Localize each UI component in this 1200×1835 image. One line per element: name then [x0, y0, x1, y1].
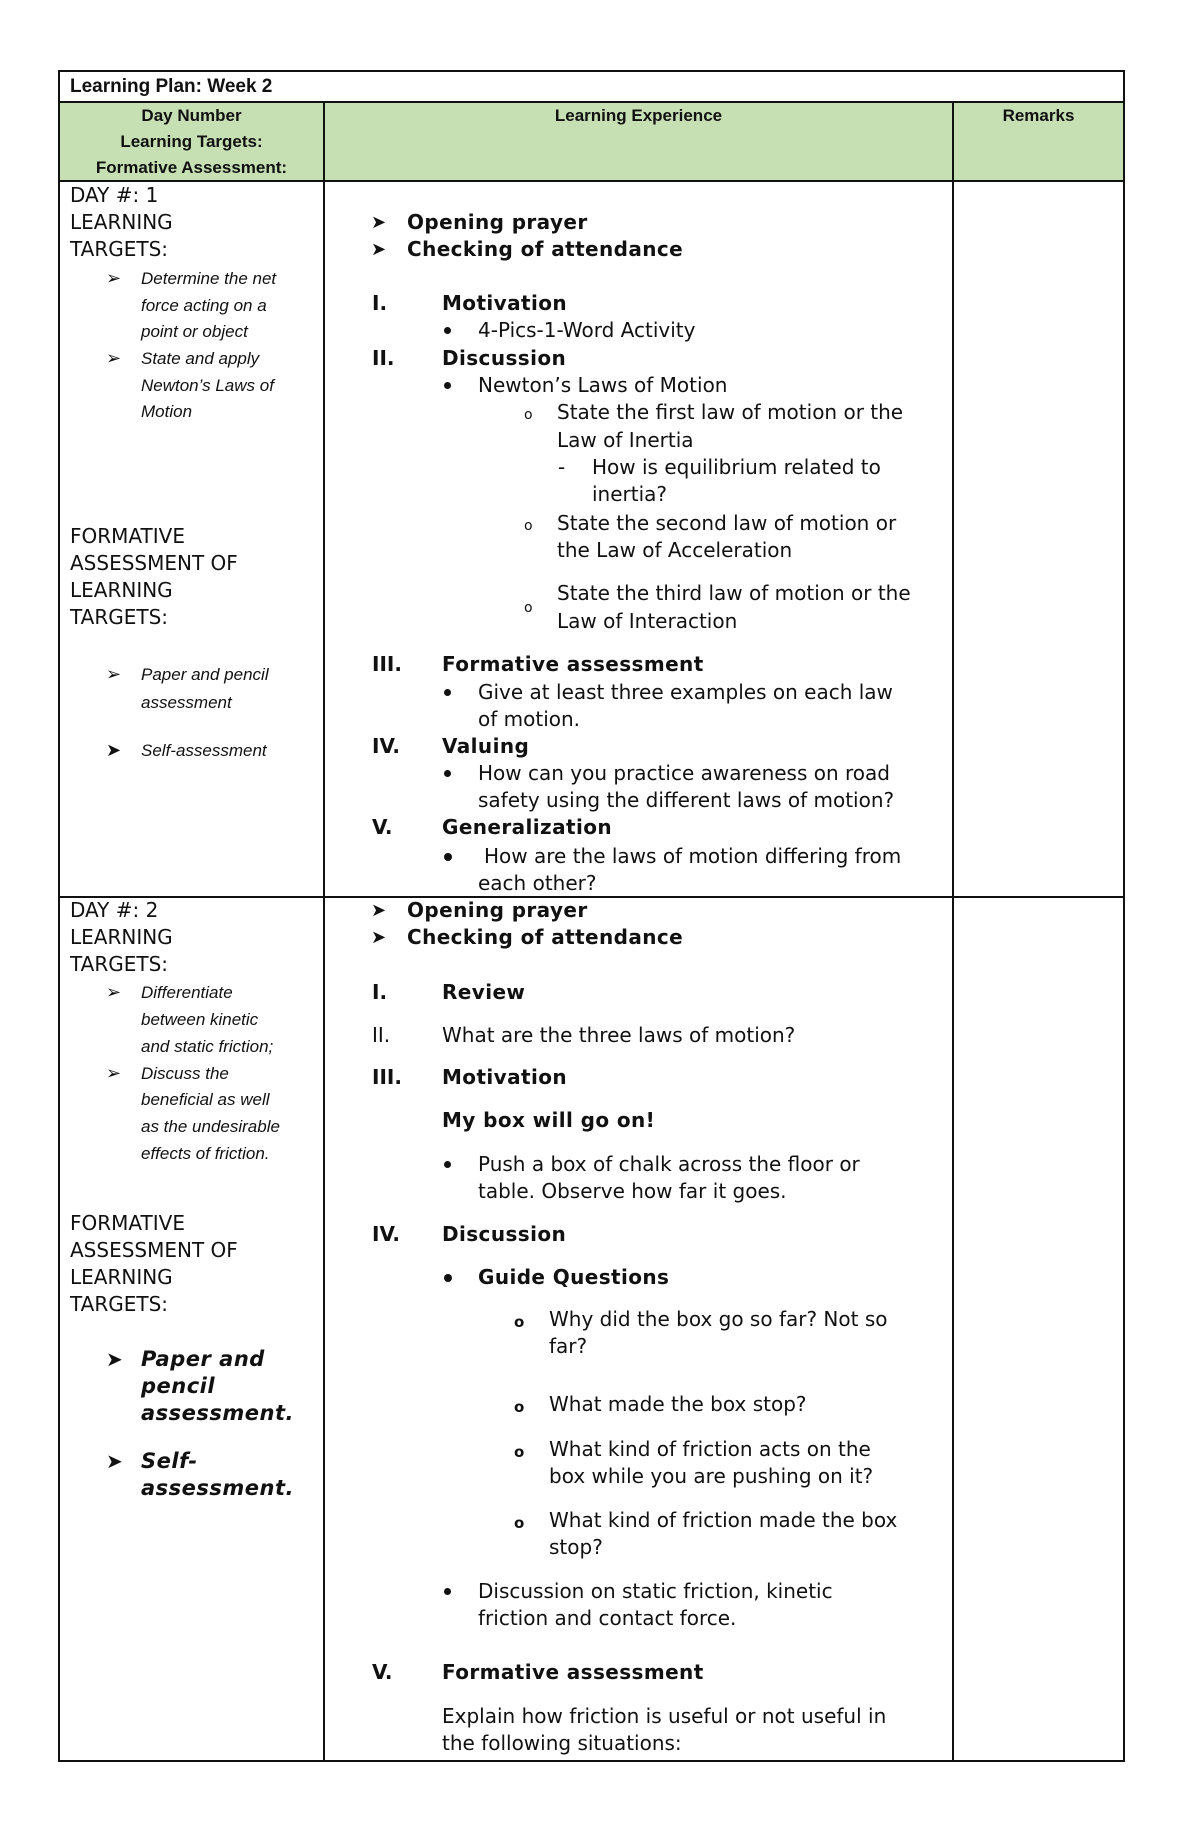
day2-num-3: III.	[372, 1065, 402, 1089]
day2-motivation-item-line1: Push a box of chalk across the floor or	[478, 1152, 860, 1176]
bullet-icon	[444, 853, 452, 861]
circle-bullet-icon: o	[524, 600, 533, 616]
circle-bullet-icon: o	[514, 1313, 525, 1331]
arrow-bullet-icon: ➤	[371, 212, 387, 233]
day2-q3-line2: box while you are pushing on it?	[549, 1464, 874, 1488]
arrow-bullet-icon: ➢	[106, 348, 122, 369]
day2-fa-text-line2: the following situations:	[442, 1731, 682, 1755]
day2-guide-questions: Guide Questions	[478, 1265, 670, 1289]
day2-motivation-item-line2: table. Observe how far it goes.	[478, 1179, 787, 1203]
bullet-icon	[444, 1274, 452, 1282]
arrow-bullet-icon: ➤	[106, 1347, 123, 1371]
day1-law2-line2: the Law of Acceleration	[557, 538, 793, 562]
day2-review-question: What are the three laws of motion?	[442, 1023, 796, 1047]
day1-attendance: Checking of attendance	[407, 237, 684, 261]
circle-bullet-icon: o	[524, 407, 533, 423]
day2-targets-label: TARGETS:	[70, 952, 169, 976]
arrow-bullet-icon: ➢	[106, 664, 122, 685]
day2-fa-item-1-line3: assessment.	[141, 1401, 295, 1425]
day2-target-2-line1: Discuss the	[141, 1064, 229, 1083]
day2-target-1-line2: between kinetic	[141, 1010, 259, 1029]
day1-discussion-item: Newton’s Laws of Motion	[478, 373, 728, 397]
day1-law1-sub-line2: inertia?	[592, 482, 668, 506]
day2-fa-item-1-line1: Paper and	[141, 1347, 265, 1371]
day2-motivation: Motivation	[442, 1065, 567, 1089]
day2-opening-prayer: Opening prayer	[407, 898, 588, 922]
day1-fa-item-line2: of motion.	[478, 707, 581, 731]
day2-q4-line2: stop?	[549, 1535, 603, 1559]
day1-motivation: Motivation	[442, 291, 567, 315]
day2-num-2: II.	[372, 1023, 391, 1047]
day1-fa-line1: FORMATIVE	[70, 524, 185, 548]
bullet-icon	[444, 770, 451, 777]
day2-num-5: V.	[372, 1660, 393, 1684]
day1-fa-line2: ASSESSMENT OF	[70, 551, 238, 575]
day2-q1-line1: Why did the box go so far? Not so	[549, 1307, 888, 1331]
day2-num-1: I.	[372, 980, 388, 1004]
bullet-icon	[444, 1161, 451, 1168]
day1-num-5: V.	[372, 815, 393, 839]
day1-learning-label: LEARNING	[70, 210, 173, 234]
day1-target-2-line2: Newton’s Laws of	[141, 376, 274, 395]
arrow-bullet-icon: ➢	[106, 1063, 122, 1084]
circle-bullet-icon: o	[514, 1398, 525, 1416]
day1-discussion: Discussion	[442, 346, 567, 370]
day1-target-2-line1: State and apply	[141, 349, 260, 368]
day2-motivation-title: My box will go on!	[442, 1108, 656, 1132]
day2-day-number: DAY #: 2	[70, 898, 159, 922]
day1-motivation-item: 4-Pics-1-Word Activity	[478, 318, 696, 342]
day1-law3-line1: State the third law of motion or the	[557, 581, 911, 605]
arrow-bullet-icon: ➤	[371, 927, 387, 948]
bullet-icon	[444, 1588, 451, 1595]
day1-num-2: II.	[372, 346, 395, 370]
day1-targets-label: TARGETS:	[70, 237, 169, 261]
header-remarks: Remarks	[1002, 106, 1075, 125]
day1-num-4: IV.	[372, 734, 400, 758]
col-divider-1	[323, 101, 325, 1762]
day1-fa-item-1-line2: assessment	[141, 693, 232, 712]
day1-num-1: I.	[372, 291, 388, 315]
day2-q4-line1: What kind of friction made the box	[549, 1508, 898, 1532]
day2-target-1-line3: and static friction;	[141, 1037, 274, 1056]
day2-discussion: Discussion	[442, 1222, 567, 1246]
day1-day-number: DAY #: 1	[70, 183, 159, 207]
day1-num-3: III.	[372, 652, 402, 676]
table-title: Learning Plan: Week 2	[70, 76, 273, 97]
day1-fa-item-line1: Give at least three examples on each law	[478, 680, 893, 704]
day2-discussion-item-line1: Discussion on static friction, kinetic	[478, 1579, 833, 1603]
day1-formative-assessment: Formative assessment	[442, 652, 704, 676]
header-learning-targets: Learning Targets:	[120, 132, 263, 151]
day2-fa-item-1-line2: pencil	[141, 1374, 216, 1398]
day2-num-4: IV.	[372, 1222, 400, 1246]
col-divider-2	[952, 101, 954, 1762]
day2-target-2-line3: as the undesirable	[141, 1117, 280, 1136]
day2-q3-line1: What kind of friction acts on the	[549, 1437, 871, 1461]
day1-target-1-line1: Determine the net	[141, 269, 277, 288]
day2-fa-item-2-line1: Self-	[141, 1449, 198, 1473]
header-learning-experience: Learning Experience	[554, 106, 723, 125]
header-day-number: Day Number	[141, 106, 242, 125]
arrow-bullet-icon: ➤	[371, 900, 387, 921]
day1-fa-item-2: Self-assessment	[141, 741, 267, 760]
day1-valuing-line1: How can you practice awareness on road	[478, 761, 890, 785]
day1-fa-line4: TARGETS:	[70, 605, 169, 629]
day2-fa-line1: FORMATIVE	[70, 1211, 185, 1235]
day2-formative-assessment: Formative assessment	[442, 1660, 704, 1684]
arrow-bullet-icon: ➢	[106, 982, 122, 1003]
day2-fa-line4: TARGETS:	[70, 1292, 169, 1316]
day1-opening-prayer: Opening prayer	[407, 210, 588, 234]
day2-fa-text-line1: Explain how friction is useful or not useful in	[442, 1704, 887, 1728]
day2-learning-label: LEARNING	[70, 925, 173, 949]
day1-law1-sub-line1: How is equilibrium related to	[592, 455, 881, 479]
dash-bullet-icon: -	[558, 455, 566, 479]
day1-target-2-line3: Motion	[141, 402, 193, 421]
arrow-bullet-icon: ➤	[371, 239, 387, 260]
day1-valuing-line2: safety using the different laws of motion?	[478, 788, 895, 812]
circle-bullet-icon: o	[514, 1443, 525, 1461]
day1-generalization-line1: How are the laws of motion differing from	[484, 844, 902, 868]
day2-fa-item-2-line2: assessment.	[141, 1476, 295, 1500]
bullet-icon	[444, 327, 451, 334]
day2-fa-line3: LEARNING	[70, 1265, 173, 1289]
day2-q2: What made the box stop?	[549, 1392, 807, 1416]
header-formative-assessment: Formative Assessment:	[95, 158, 288, 177]
bullet-icon	[444, 382, 451, 389]
day2-q1-line2: far?	[549, 1334, 588, 1358]
arrow-bullet-icon: ➢	[106, 268, 122, 289]
day1-fa-line3: LEARNING	[70, 578, 173, 602]
day2-target-2-line2: beneficial as well	[141, 1090, 270, 1109]
day1-law3-line2: Law of Interaction	[557, 609, 738, 633]
day2-fa-line2: ASSESSMENT OF	[70, 1238, 238, 1262]
day2-attendance: Checking of attendance	[407, 925, 684, 949]
day1-generalization-line2: each other?	[478, 871, 597, 895]
day1-target-1-line2: force acting on a	[141, 296, 267, 315]
day2-review: Review	[442, 980, 526, 1004]
day2-target-1-line1: Differentiate	[141, 983, 233, 1002]
arrow-bullet-icon: ➤	[106, 740, 122, 761]
arrow-bullet-icon: ➤	[106, 1449, 123, 1473]
day1-target-1-line3: point or object	[141, 322, 248, 341]
day2-discussion-item-line2: friction and contact force.	[478, 1606, 737, 1630]
day1-law2-line1: State the second law of motion or	[557, 511, 897, 535]
day1-valuing: Valuing	[442, 734, 530, 758]
circle-bullet-icon: o	[514, 1514, 525, 1532]
day1-law1-line2: Law of Inertia	[557, 428, 694, 452]
day2-target-2-line4: effects of friction.	[141, 1144, 270, 1163]
day1-generalization: Generalization	[442, 815, 612, 839]
bullet-icon	[444, 689, 451, 696]
day1-fa-item-1-line1: Paper and pencil	[141, 665, 269, 684]
day1-law1-line1: State the first law of motion or the	[557, 400, 904, 424]
circle-bullet-icon: o	[524, 518, 533, 534]
